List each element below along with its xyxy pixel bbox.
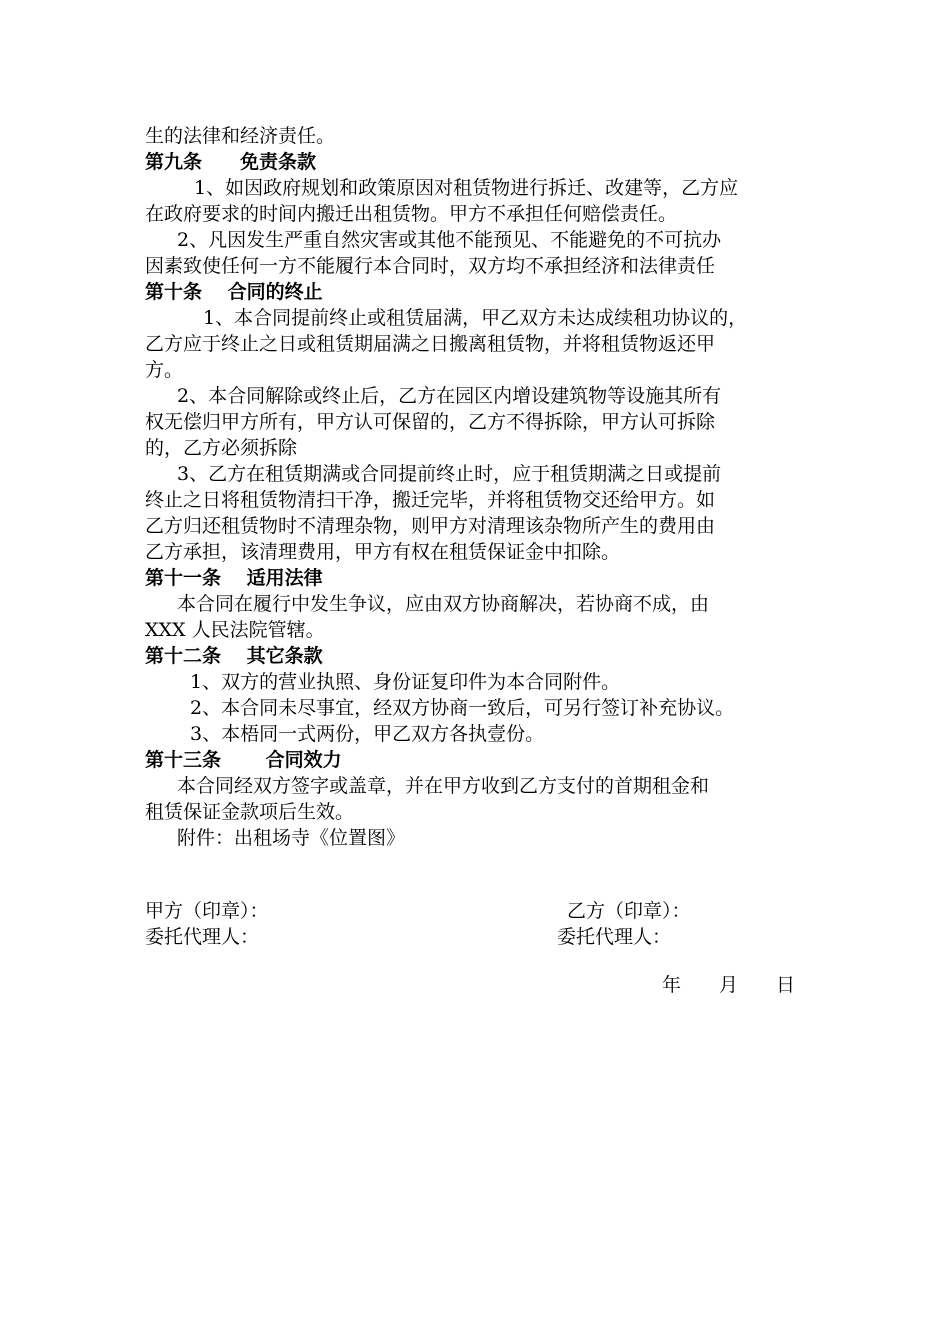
signing-date: 年 月 日 — [662, 974, 796, 996]
text-line: 2、凡因发生严重自然灾害或其他不能预见、不能避免的不可抗办 — [177, 229, 722, 251]
text-line: XXX 人民法院管辖。 — [145, 619, 325, 641]
article-heading: 第十条 合同的终止 — [145, 281, 323, 303]
text-line: 2、本合同解除或终止后，乙方在园区内增设建筑物等设施其所有 — [177, 385, 722, 407]
text-line: 终止之日将租赁物清扫干净，搬迁完毕，并将租赁物交还给甲方。如 — [145, 489, 716, 511]
party-b-seal-label: 乙方（印章）： — [567, 900, 691, 922]
party-a-agent-label: 委托代理人： — [145, 926, 260, 948]
text-line: 租赁保证金款项后生效。 — [145, 801, 355, 823]
text-line: 1、双方的营业执照、身份证复印件为本合同附件。 — [190, 671, 621, 693]
text-line: 在政府要求的时间内搬迁出租赁物。甲方不承担任何赔偿责任。 — [145, 203, 678, 225]
text-line: 乙方应于终止之日或租赁期届满之日搬离租赁物，并将租赁物返还甲 — [145, 333, 716, 355]
text-line: 乙方归还租赁物时不清理杂物，则甲方对清理该杂物所产生的费用由 — [145, 515, 716, 537]
text-line: 2、本合同未尽事宜，经双方协商一致后，可另行签订补充协议。 — [190, 697, 735, 719]
contract-body — [145, 123, 807, 851]
text-line: 乙方承担，该清理费用，甲方有权在租赁保证金中扣除。 — [145, 541, 621, 563]
party-b-agent-label: 委托代理人： — [557, 926, 672, 948]
article-heading: 第九条 免责条款 — [145, 151, 317, 173]
text-line: 本合同经双方签字或盖章，并在甲方收到乙方支付的首期租金和 — [177, 775, 710, 797]
text-line: 1、如因政府规划和政策原因对租赁物进行拆迁、改建等，乙方应 — [175, 177, 739, 199]
text-line: 3、乙方在租赁期满或合同提前终止时，应于租赁期满之日或提前 — [177, 463, 722, 485]
party-a-seal-label: 甲方（印章）： — [145, 900, 269, 922]
text-line: 因素致使任何一方不能履行本合同时，双方均不承担经济和法律责任 — [145, 255, 716, 277]
text-line: 本合同在履行中发生争议，应由双方协商解决，若协商不成，由 — [177, 593, 710, 615]
text-line: 的，乙方必须拆除 — [145, 437, 298, 459]
text-line: 3、本梧同一式两份，甲乙双方各执壹份。 — [190, 723, 545, 745]
text-line: 1、本合同提前终止或租赁届满，甲乙双方未达成续租功协议的， — [203, 307, 748, 329]
text-line: 生的法律和经济责任。 — [145, 125, 336, 147]
article-heading: 第十三条 合同效力 — [145, 749, 342, 771]
text-line: 权无偿归甲方所有，甲方认可保留的，乙方不得拆除，甲方认可拆除 — [145, 411, 716, 433]
text-line: 方。 — [145, 359, 184, 381]
text-line: 附件：出租场寺《位置图》 — [177, 827, 406, 849]
article-heading: 第十二条 其它条款 — [145, 645, 323, 667]
article-heading: 第十一条 适用法律 — [145, 567, 323, 589]
